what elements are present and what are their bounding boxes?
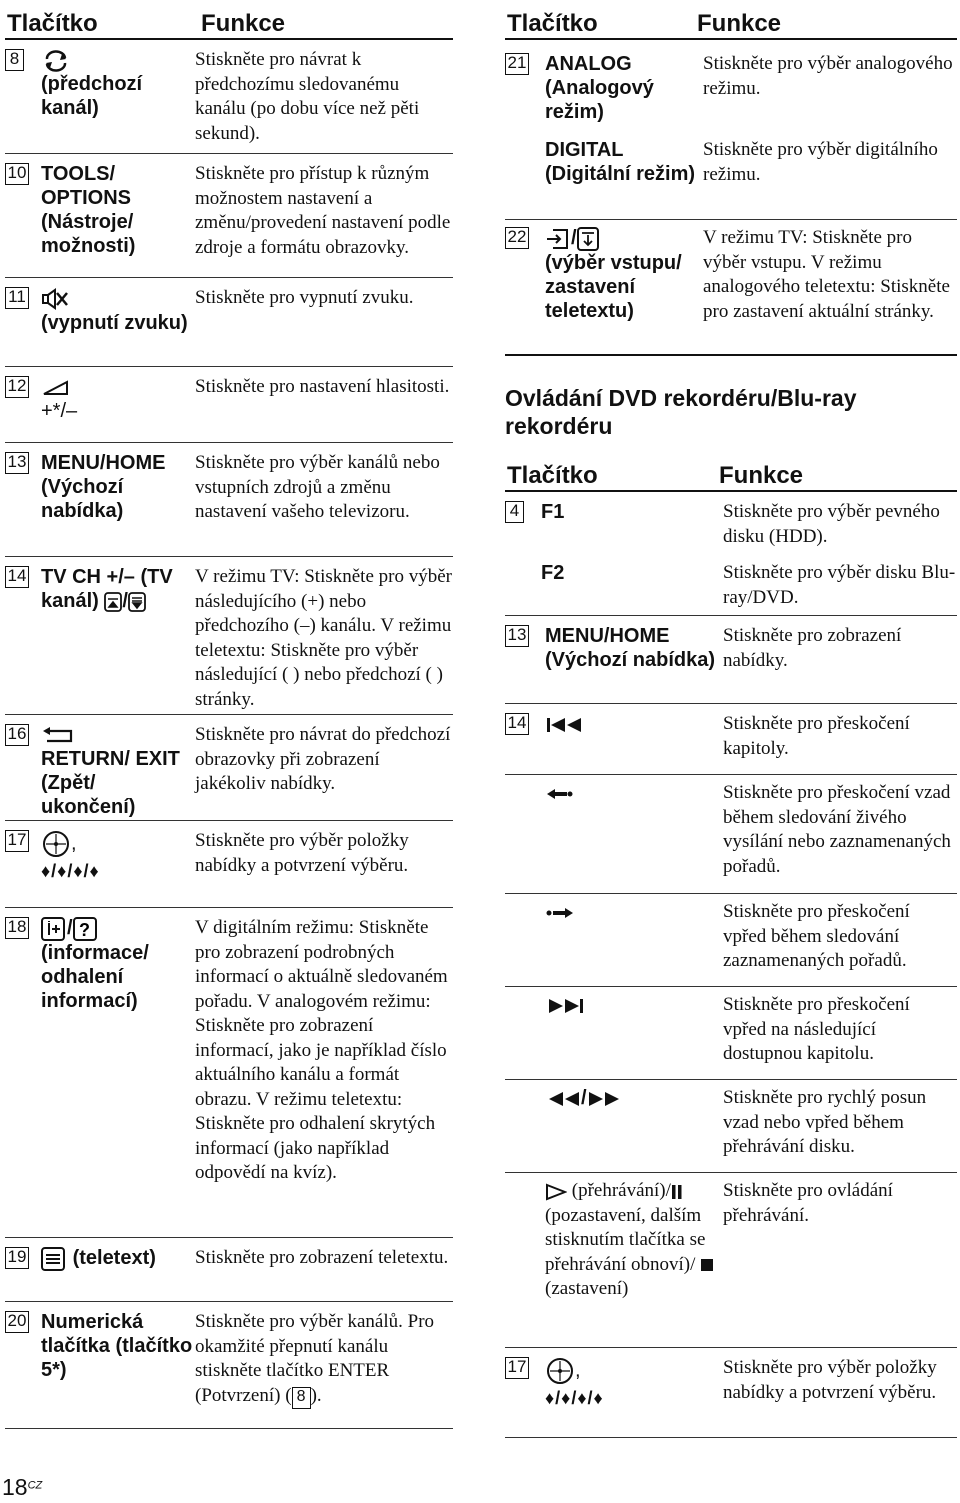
row-function: Stiskněte pro nastavení hlasitosti.: [195, 376, 450, 397]
row-function-text: Stiskněte pro výběr kanálů. Pro okamžité přepnutí kanálu stiskněte tlačítko ENTER (Potvrzení) (: [195, 1311, 435, 1406]
dvd-table-header: [505, 452, 957, 492]
table-row: [505, 492, 957, 616]
page-down-icon: [128, 592, 146, 612]
row-number: 14: [5, 566, 29, 588]
row-number: 4: [505, 501, 524, 523]
mute-icon: [41, 287, 69, 311]
page-number: [2, 1474, 42, 1501]
row-function: Stiskněte pro výběr položky nabídky a potvrzení výběru.: [723, 1357, 937, 1403]
row-function: Stiskněte pro zobrazení teletextu.: [195, 1247, 449, 1268]
row-function: Stiskněte pro výběr disku Blu-ray/DVD.: [723, 562, 956, 608]
row-number: 14: [505, 713, 529, 735]
row-function: V režimu TV: Stiskněte pro výběr následujícího (+) nebo předchozího (–) kanálu. V režimu teletextu: Stiskněte pro výběr následující ( ) nebo předchozí ( ) stránky.: [195, 566, 452, 710]
header-function: Funkce: [719, 462, 804, 489]
row-number: 16: [5, 724, 29, 746]
rewind-icon: [545, 1090, 581, 1108]
row-label: MENU/HOME (Výchozí nabídka): [545, 625, 716, 671]
reveal-icon: [73, 917, 99, 941]
return-icon: [41, 725, 75, 747]
info-icon: [41, 917, 67, 941]
dvd-table: [505, 492, 957, 1438]
row-label: TOOLS/ OPTIONS (Nástroje/ možnosti): [41, 163, 136, 257]
row-function: Stiskněte pro přeskočení vpřed na následující dostupnou kapitolu.: [723, 994, 910, 1064]
table-row: [5, 154, 453, 278]
row-function: Stiskněte pro výběr položky nabídky a potvrzení výběru.: [195, 830, 409, 876]
header-button: Tlačítko: [7, 10, 98, 37]
row-number: 22: [505, 227, 529, 249]
row-function: Stiskněte pro návrat k předchozímu sledovanému kanálu (po dobu více než pěti sekund).: [195, 49, 420, 144]
row-label: Numerická tlačítka (tlačítko 5*): [41, 1311, 193, 1381]
row-label: (předchozí kanál): [41, 73, 143, 119]
page-lang: CZ: [27, 1479, 43, 1492]
replay-icon: [545, 786, 575, 802]
row-function: Stiskněte pro vypnutí zvuku.: [195, 287, 414, 308]
volume-icon: [41, 378, 69, 398]
table-row: [505, 1080, 957, 1173]
enter-circle-icon: [545, 1356, 575, 1386]
row-function: Stiskněte pro ovládání přehrávání.: [723, 1180, 893, 1226]
row-number: 13: [5, 452, 29, 474]
row-function: V digitálním režimu: Stiskněte pro zobrazení podrobných informací o aktuálně sledovaném pořadu. V analogovém režimu: Stiskněte pro zobrazení informací, jako je například číslo aktuálního kanálu a formát obrazu. V režimu teletextu: Stiskněte pro odhalení skrytých informací (jako například odpovědí na kvíz).: [195, 917, 448, 1183]
row-number: 18: [5, 917, 29, 939]
row-function: Stiskněte pro návrat do předchozí obrazovky při zobrazení jakékoliv nabídky.: [195, 724, 451, 794]
page-up-icon: [104, 592, 122, 612]
teletext-icon: [41, 1247, 67, 1271]
table-row: [505, 40, 957, 220]
table-row: [5, 367, 453, 443]
table-row: [505, 1348, 957, 1438]
row-number: 21: [505, 53, 529, 75]
row-label-2: (pozastavení, dalším stisknutím tlačítka se přehrávání obnoví)/: [545, 1204, 706, 1275]
enter-circle-icon: [41, 829, 71, 859]
channel-loop-icon: [41, 50, 71, 72]
row-function: Stiskněte pro výběr analogového režimu.: [703, 53, 953, 99]
table-row: [505, 775, 957, 894]
table-row: [5, 821, 453, 908]
row-label: (teletext): [72, 1247, 156, 1269]
row-label: +*/–: [41, 400, 78, 422]
table-row: [5, 278, 453, 367]
row-label: /: [581, 1087, 587, 1109]
row-number: 17: [505, 1357, 529, 1379]
table-row: [5, 40, 453, 154]
row-function: Stiskněte pro přeskočení vpřed během sledování zaznamenaných pořadů.: [723, 901, 910, 971]
row-label: F1: [541, 501, 565, 523]
ref-number: 8: [292, 1387, 311, 1409]
row-label: DIGITAL (Digitální režim): [545, 139, 696, 185]
row-function: Stiskněte pro přístup k různým možnostem nastavení a změnu/provedení nastavení podle zdroje a formátu obrazovky.: [195, 163, 451, 258]
table-row: 18 / ? (informace/ odhalení informací) V digitálním režimu: Stiskněte pro zobrazení podrobných informací o aktuálně sledovaném pořadu. V analogovém režimu: Stiskněte pro zobrazení informací, jako je například číslo aktuálního kanálu a formát obrazu. V režimu teletextu: Stiskněte pro odhalení skrytých informací (jako například odpovědí na kvíz).: [5, 908, 453, 1238]
row-function: [195, 1310, 453, 1404]
table-row: [5, 1238, 453, 1302]
row-label: ANALOG (Analogový režim): [545, 53, 654, 123]
table-end-line: [5, 1428, 453, 1429]
header-function: Funkce: [201, 10, 286, 37]
row-number: 12: [5, 376, 29, 398]
row-label-3: (zastavení): [545, 1278, 629, 1299]
table-row: [505, 616, 957, 704]
stop-icon: [700, 1258, 714, 1272]
row-number: 13: [505, 625, 529, 647]
header-function: Funkce: [697, 10, 782, 37]
prev-chapter-icon: [545, 716, 585, 734]
row-number: 20: [5, 1311, 29, 1333]
arrow-keys: ♦/♦/♦/♦: [545, 1388, 604, 1408]
row-label: (informace/ odhalení informací): [41, 941, 149, 1012]
row-number: 10: [5, 163, 29, 185]
fast-forward-icon: [587, 1090, 623, 1108]
row-function: Stiskněte pro výběr kanálů nebo vstupních zdrojů a změnu nastavení vašeho televizoru.: [195, 452, 440, 522]
row-function: Stiskněte pro přeskočení vzad během sledování živého vysílání nebo zaznamenaných pořadů.: [723, 782, 951, 877]
arrow-keys: ♦/♦/♦/♦: [41, 861, 100, 881]
row-label: MENU/HOME (Výchozí nabídka): [41, 452, 166, 522]
table-row: [505, 894, 957, 987]
header-button: Tlačítko: [507, 462, 598, 489]
row-label: F2: [541, 562, 565, 584]
left-table-header: [5, 0, 453, 40]
table-row: [505, 987, 957, 1080]
row-label: (přehrávání)/: [571, 1180, 671, 1201]
play-icon: [545, 1183, 567, 1201]
row-label: ,: [575, 1359, 581, 1382]
next-chapter-icon: [545, 997, 585, 1015]
row-number: 19: [5, 1247, 29, 1269]
row-function: V režimu TV: Stiskněte pro výběr vstupu. V režimu analogového teletextu: Stiskněte pro zastavení aktuální stránky.: [703, 227, 950, 322]
row-function: Stiskněte pro výběr pevného disku (HDD).: [723, 501, 940, 547]
row-label: TV CH +/– (TV kanál): [41, 566, 173, 612]
table-row: [5, 1302, 453, 1404]
row-number: 11: [5, 287, 29, 309]
input-select-icon: [545, 227, 571, 251]
table-row: 14 TV CH +/– (TV kanál) / V režimu TV: Stiskněte pro výběr následujícího (+) nebo předchozího (–) kanálu. V režimu teletextu: Stiskněte pro výběr následující ( ) nebo předchozí ( ) stránky.: [5, 557, 453, 715]
row-function: Stiskněte pro přeskočení kapitoly.: [723, 713, 910, 759]
row-function-end: ).: [310, 1384, 322, 1406]
hold-icon: [577, 227, 601, 251]
row-label: RETURN/ EXIT (Zpět/ ukončení): [41, 748, 180, 818]
table-row: [505, 1173, 957, 1347]
table-row: 22 / (výběr vstupu/ zastavení teletextu) V režimu TV: Stiskněte pro výběr vstupu. V režimu analogového teletextu: Stiskněte pro zastavení aktuální stránky.: [505, 220, 957, 356]
dvd-row-group-14: [505, 704, 957, 1348]
table-row: [5, 443, 453, 557]
left-column: [5, 0, 453, 1404]
row-function: Stiskněte pro rychlý posun vzad nebo vpřed během přehrávání disku.: [723, 1087, 927, 1157]
row-label: (výběr vstupu/ zastavení teletextu): [545, 251, 682, 322]
row-function: Stiskněte pro zobrazení nabídky.: [723, 625, 902, 671]
table-row: [505, 704, 957, 775]
row-number: 17: [5, 830, 29, 852]
page-number-value: 18: [2, 1474, 28, 1500]
row-number: 8: [5, 49, 24, 71]
row-label: ,: [71, 832, 77, 855]
right-column: [505, 0, 957, 1408]
table-row: [5, 715, 453, 821]
svg-text:?: ?: [78, 919, 90, 940]
pause-icon: [671, 1184, 683, 1200]
row-label: (vypnutí zvuku): [41, 311, 188, 334]
right-table-header: [505, 0, 957, 40]
header-button: Tlačítko: [507, 10, 598, 37]
section-title: Ovládání DVD rekordéru/Blu-ray rekordéru: [505, 385, 857, 439]
row-function: Stiskněte pro výběr digitálního režimu.: [703, 139, 938, 185]
advance-icon: [545, 905, 575, 921]
